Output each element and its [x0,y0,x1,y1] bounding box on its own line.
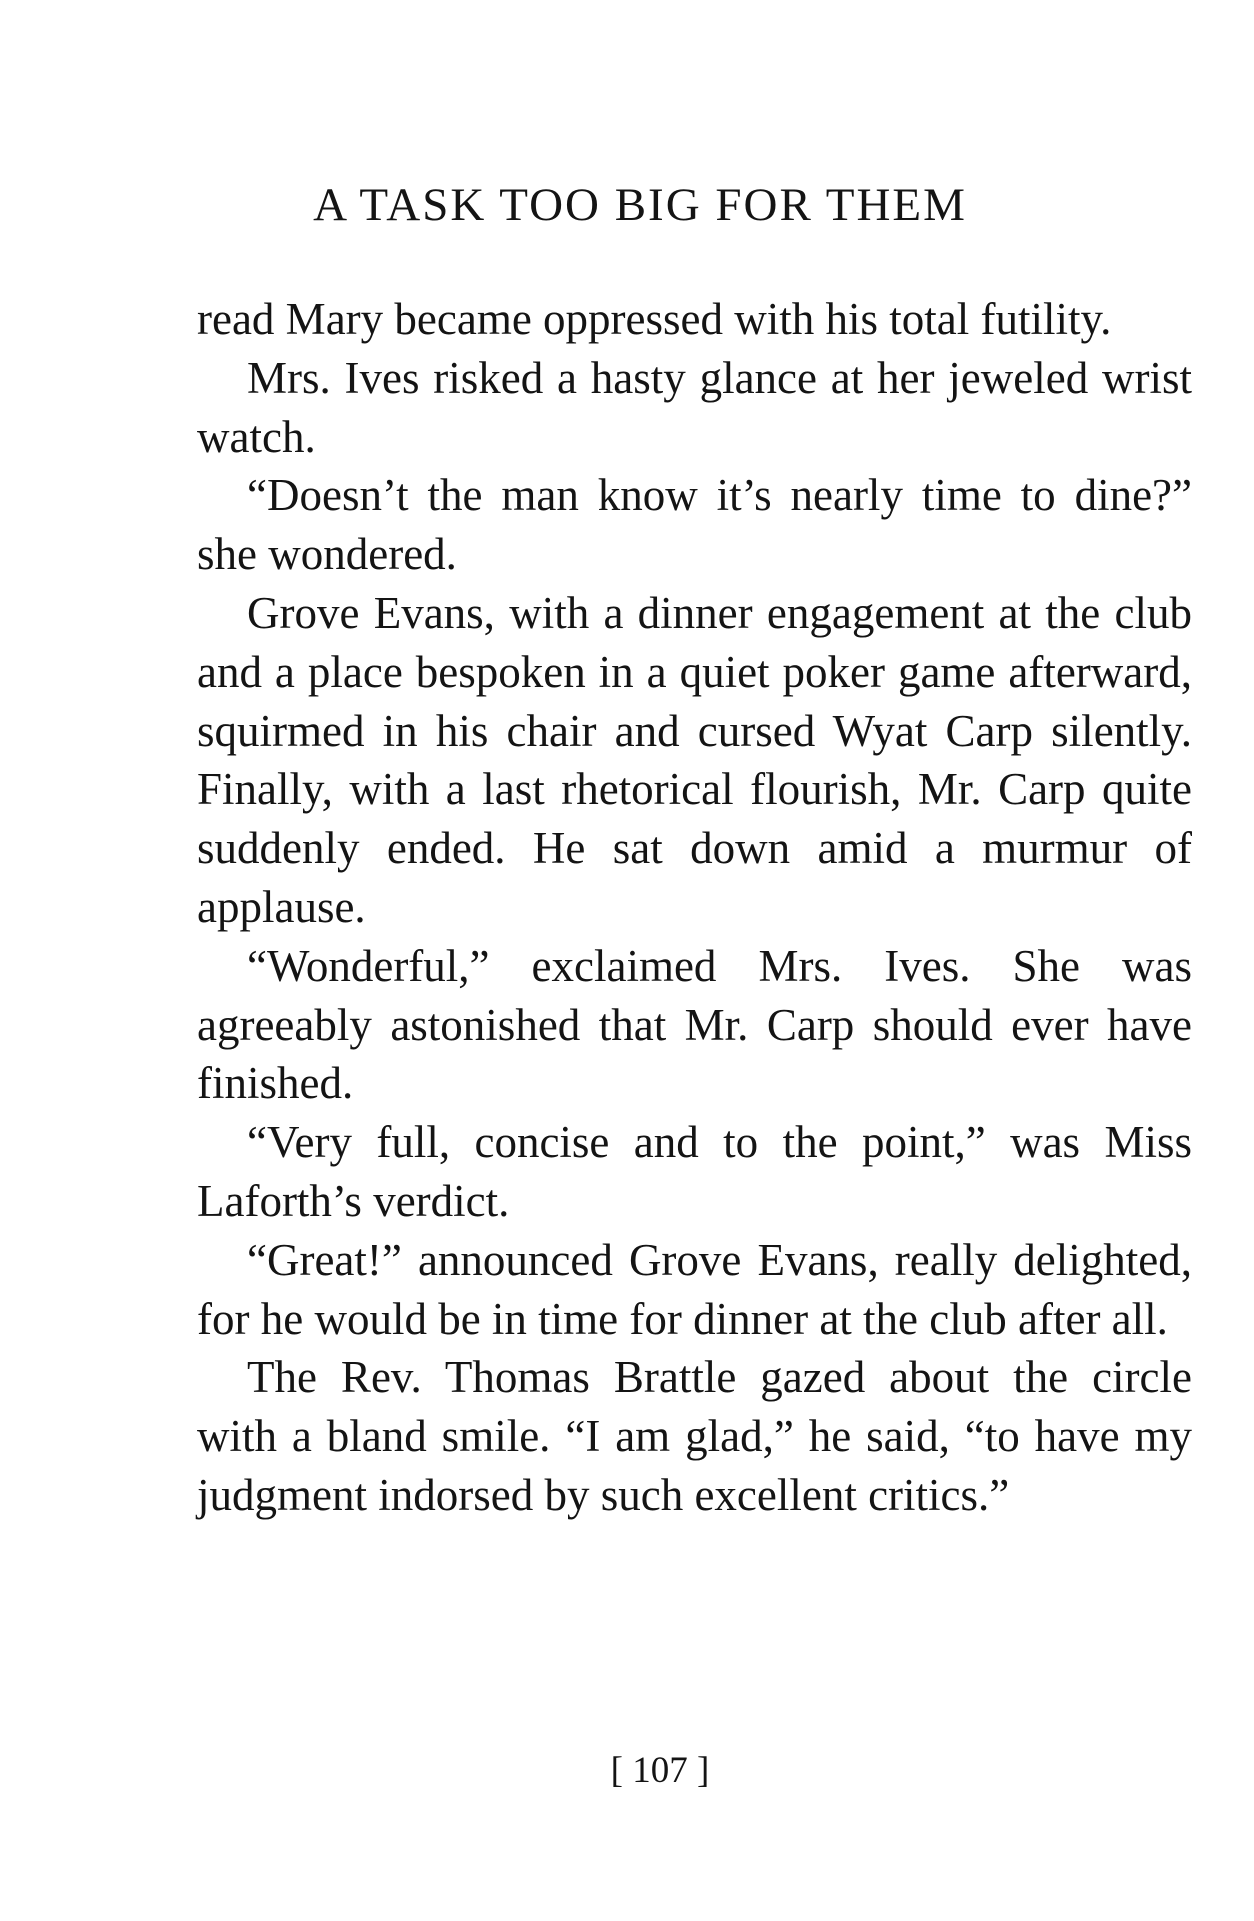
paragraph: “Wonderful,” exclaimed Mrs. Ives. She was agreeably astonished that Mr. Carp should ever have finished. [197,940,1192,1109]
paragraph: read Mary became oppressed with his total futility. [197,294,1112,344]
running-head: A TASK TOO BIG FOR THEM [313,179,967,231]
paragraph: Grove Evans, with a dinner engagement at the club and a place bespoken in a quiet poker game afterward, squirmed in his chair and cursed Wyat Carp silently. Finally, with a last rhetorical flourish, Mr. Carp quite suddenly ended. He sat down amid a murmur of applause. [197,587,1192,932]
paragraph: The Rev. Thomas Brattle gazed about the circle with a bland smile. “I am glad,” he said, “to have my judgment indorsed by such excellent critics.” [197,1352,1192,1520]
paragraph: “Very full, concise and to the point,” was Miss Laforth’s verdict. [197,1117,1192,1226]
paragraph: “Doesn’t the man know it’s nearly time to dine?” she wondered. [197,470,1192,580]
paragraph: “Great!” announced Grove Evans, really delighted, for he would be in time for dinner at the club after all. [197,1234,1192,1344]
body-text [197,290,1192,1525]
paragraph: Mrs. Ives risked a hasty glance at her jeweled wrist watch. [197,352,1192,462]
page-number: [ 107 ] [610,1750,710,1791]
